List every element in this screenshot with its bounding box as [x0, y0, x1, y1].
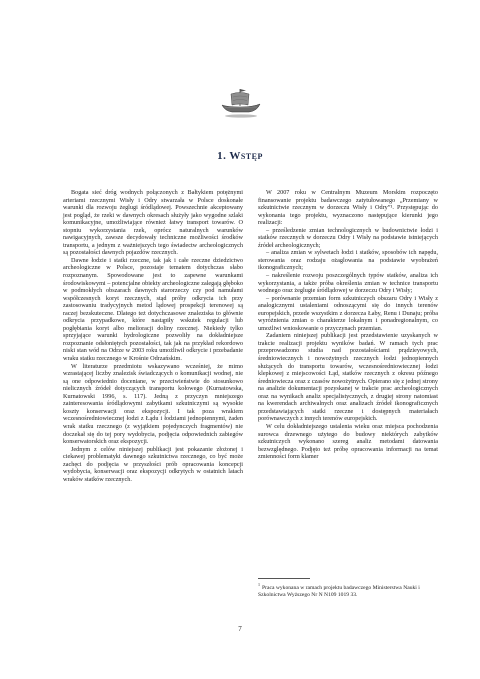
list-item: – porównanie przemian form szkutniczych obszaru Odry i Wisły z analogicznymi ustaleniami odnoszącymi się do innych terenów europejskich, przede wszystkim z dorzecza Łaby, Renu i Dunaju; próba wyróżnienia zmian o charakterze lokalnym i ponadregionalnym, co umożliwi wnioskowanie o przyczynach przemian.: [258, 294, 438, 332]
paragraph: Bogata sieć dróg wodnych połączonych z Bałtykiem potężnymi arteriami rzecznymi Wisły i Odry stwarzała w Polsce doskonałe warunki dla rozwoju żeglugi śródlądowej. Powszechnie akceptowany jest pogląd, że rzeki w dawnych okresach służyły jako wygodne szlaki komunikacyjne, umożliwiające również łatwy transport towarów. O stopniu wykorzystania rzek, oprócz naturalnych warunków nawigacyjnych, zawsze decydowały techniczne możliwości środków transportu, a jednym z ważniejszych tego świadectw archeologicznych są pozostałości dawnych pojazdów rzecznych.: [63, 189, 243, 257]
paragraph: W celu dokładniejszego ustalenia wieku oraz miejsca pochodzenia surowca drzewnego użytego do budowy niektórych zabytków szkutniczych wykonano szereg analiz metodami datowania bezwzględnego. Podjęto też próbę opracowania informacji na temat zmienności form klamer: [258, 422, 438, 461]
list-item: – prześledzenie zmian technologicznych w budownictwie łodzi i statków rzecznych w dorzeczu Odry i Wisły na podstawie istniejących źródeł archeologicznych;: [258, 226, 438, 249]
ship-icon: [219, 86, 263, 120]
chapter-heading: [0, 150, 480, 162]
footnote-number: 1: [258, 582, 260, 587]
chapter-title: Wstęp: [229, 150, 263, 162]
paragraph: Jednym z celów niniejszej publikacji jest pokazanie złożonej i ciekawej problematyki dawnego szkutnictwa rzecznego, co być może zachęci do podjęcia w przyszłości prób opracowania koncepcji wydobycia, konserwacji oraz ekspozycji odkrytych w ostatnich latach wraków statków rzecznych.: [63, 445, 243, 483]
footnote: [258, 582, 438, 598]
paragraph: Zadaniem niniejszej publikacji jest przedstawienie uzyskanych w trakcie realizacji projektu wyników badań. W ramach tych prac przeprowadzono studia nad pozostałościami prądzieyowych, średniowiecznych i nowożytnych rzecznych łodzi jednopiennych służących do transportu towarów, wczesnośredniowiecznej łodzi klepkowej z miejscowości Łąd, statków rzecznych z okresu późnego średniowiecza oraz z czasów nowożytnych. Opierano się z jednej strony na analizie dokumentacji pozyskanej w trakcie prac archeologicznych oraz na wynikach analiz specjalistycznych, z drugiej strony natomiast na kwerendach archiwalnych oraz analizach źródeł ikonograficznych przedstawiających statki rzeczne i dostępnych materiałach porównawczych z innych terenów europejskich.: [258, 332, 438, 423]
chapter-number: 1.: [217, 150, 227, 162]
footnote-text: Praca wykonana w ramach projektu badawczego Ministerstwa Nauki i Szkolnictwa Wyższego Nr N N109 1019 33.: [258, 584, 420, 598]
paragraph: Dawne łodzie i statki rzeczne, tak jak i całe rzeczne dziedzictwo archeologiczne w Polsce, pozostaje tematem dotychczas słabo rozpoznanym. Spowodowane jest to zapewne warunkami środowiskowymi – potencjalne obiekty archeologiczne zalegają głęboko w podmokłych obszarach dawnych starorzeczy czy pod namułami współczesnych koryt rzecznych, stąd próby odkrycia ich przy zastosowaniu tradycyjnych metod lądowej prospekcji terenowej są raczej bezskuteczne. Dlatego też dotychczasowe znaleziska to głównie odkrycia przypadkowe, które nastąpiły wskutek regulacji lub pogłębiania koryt albo melioracji doliny rzecznej. Niekiedy tylko sprzyjające warunki hydrologiczne pozwoliły na dokładniejsze rozpoznanie odsłoniętych pozostałości, tak jak na przykład rekordowo niski stan wód na Odrze w 2003 roku umożliwił odkrycie i przebadanie wraku statku rzecznego w Krośnie Odrzańskim.: [63, 256, 243, 363]
list-item: – analiza zmian w sylwetach łodzi i statków, sposobów ich napędu, sterowania oraz rodzaju ożaglowania na podstawie wyobrażeń ikonograficznych;: [258, 249, 438, 272]
paragraph: W 2007 roku w Centralnym Muzeum Morskim rozpoczęto finansowanie projektu badawczego zatytułowanego „Przemiany w szkutnictwie rzecznym w dorzeczu Wisły i Odry”¹. Przystępując do wykonania tego projektu, wyznaczono następujące kierunki jego realizacji:: [258, 189, 438, 227]
footnote-divider: [258, 578, 310, 579]
paragraph: W literaturze przedmiotu wskazywano wcześniej, że mimo wzrastającej liczby znalezisk świadczących o komunikacji wodnej, nie są one odpowiednio doceniane, w przeciwieństwie do stosunkowo nielicznych źródeł dotyczących transportu kołowego (Kurnatowska, Kurnatowski 1996, s. 117). Jedną z przyczyn mniejszego zainteresowania śródlądowymi zabytkami szkutniczymi są wysokie koszty konserwacji oraz ekspozycji. I tak poza wrakiem wczesnośredniowiecznej łodzi z Łądu i łodziami jednopiennymi, żaden wrak statku rzecznego (z wyjątkiem pojedynczych fragmentów) nie doczekał się do tej pory wydobycia, podjęcia odpowiednich zabiegów konserwatorskich oraz ekspozycji.: [63, 362, 243, 446]
right-column: [258, 189, 438, 461]
left-column: [63, 189, 243, 483]
page-number: 7: [238, 625, 242, 633]
list-item: – nakreślenie rozwoju poszczególnych typów statków, analiza ich wykorzystania, a także próba określenia zmian w technice transportu wodnego oraz żeglugie śródlądowej w dorzeczu Odry i Wisły;: [258, 272, 438, 295]
